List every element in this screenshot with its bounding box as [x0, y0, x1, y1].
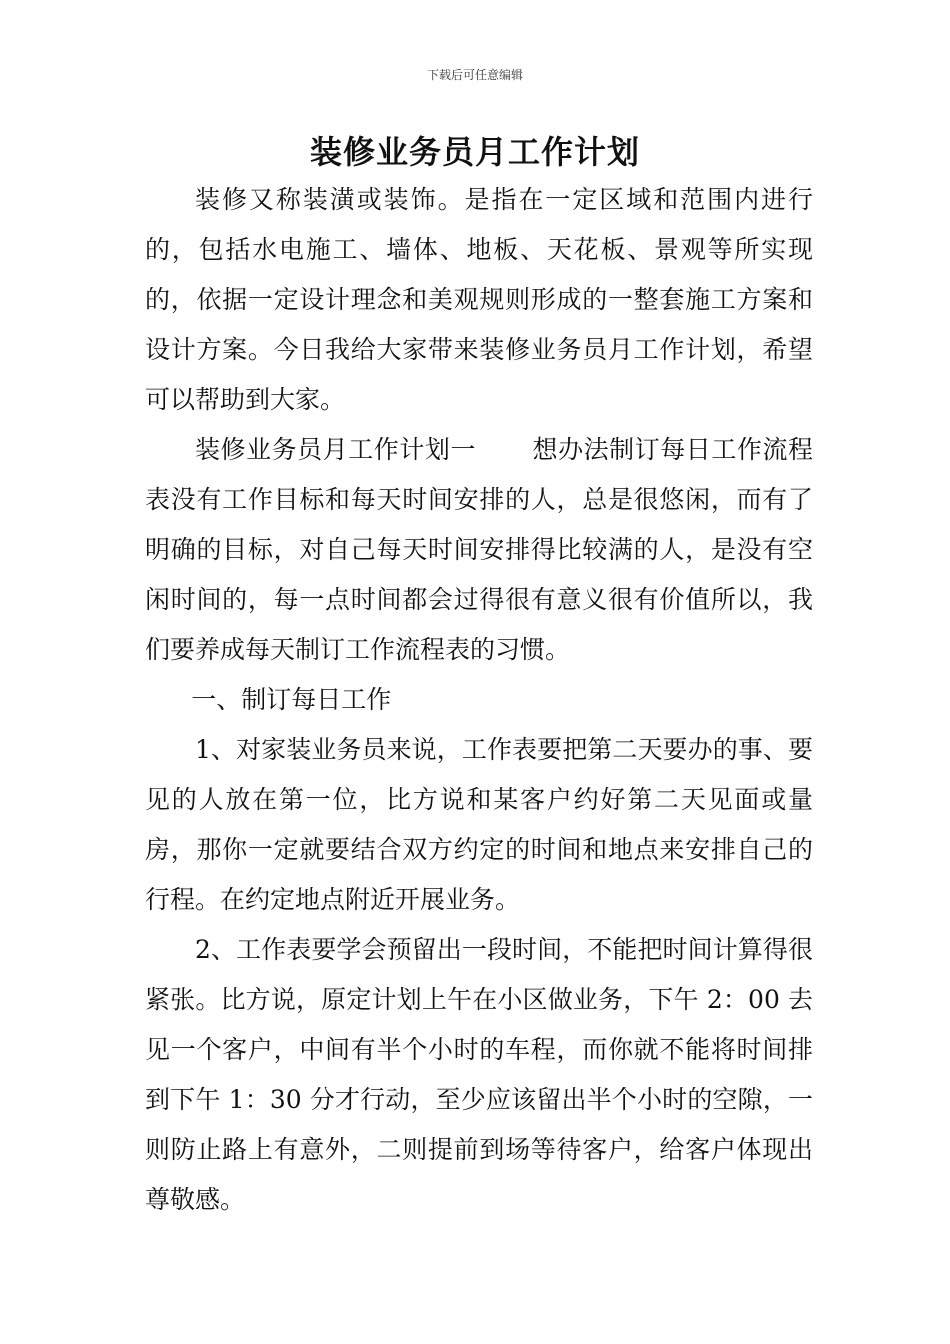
- plan-one-text: 想办法制订每日工作流程表没有工作目标和每天时间安排的人，总是很悠闲，而有了明确的目标，对自己每天时间安排得比较满的人，是没有空闲时间的，每一点时间都会过得很有意义很有价值所以，我们要养成每天制订工作流程表的习惯。: [145, 435, 813, 664]
- document-body: [145, 175, 813, 1225]
- header-note: 下载后可任意编辑: [426, 68, 523, 82]
- document-title: 装修业务员月工作计划: [309, 133, 640, 171]
- item-2-paragraph: 2、工作表要学会预留出一段时间，不能把时间计算得很紧张。比方说，原定计划上午在小区做业务，下午 2：00 去见一个客户，中间有半个小时的车程，而你就不能将时间排到下午 1：30 分才行动，至少应该留出半个小时的空隙，一则防止路上有意外，二则提前到场等待客户，给客户体现出尊敬感。: [145, 935, 813, 1214]
- intro-paragraph: 装修又称装潢或装饰。是指在一定区域和范围内进行的，包括水电施工、墙体、地板、天花板、景观等所实现的，依据一定设计理念和美观规则形成的一整套施工方案和设计方案。今日我给大家带来装修业务员月工作计划，希望可以帮助到大家。: [145, 185, 813, 414]
- item-1-paragraph: 1、对家装业务员来说，工作表要把第二天要办的事、要见的人放在第一位，比方说和某客户约好第二天见面或量房，那你一定就要结合双方约定的时间和地点来安排自己的行程。在约定地点附近开展业务。: [145, 735, 813, 914]
- section-one-heading: 一、制订每日工作: [191, 685, 392, 714]
- plan-one-paragraph: [145, 425, 813, 675]
- plan-one-heading: 装修业务员月工作计划一: [195, 435, 476, 464]
